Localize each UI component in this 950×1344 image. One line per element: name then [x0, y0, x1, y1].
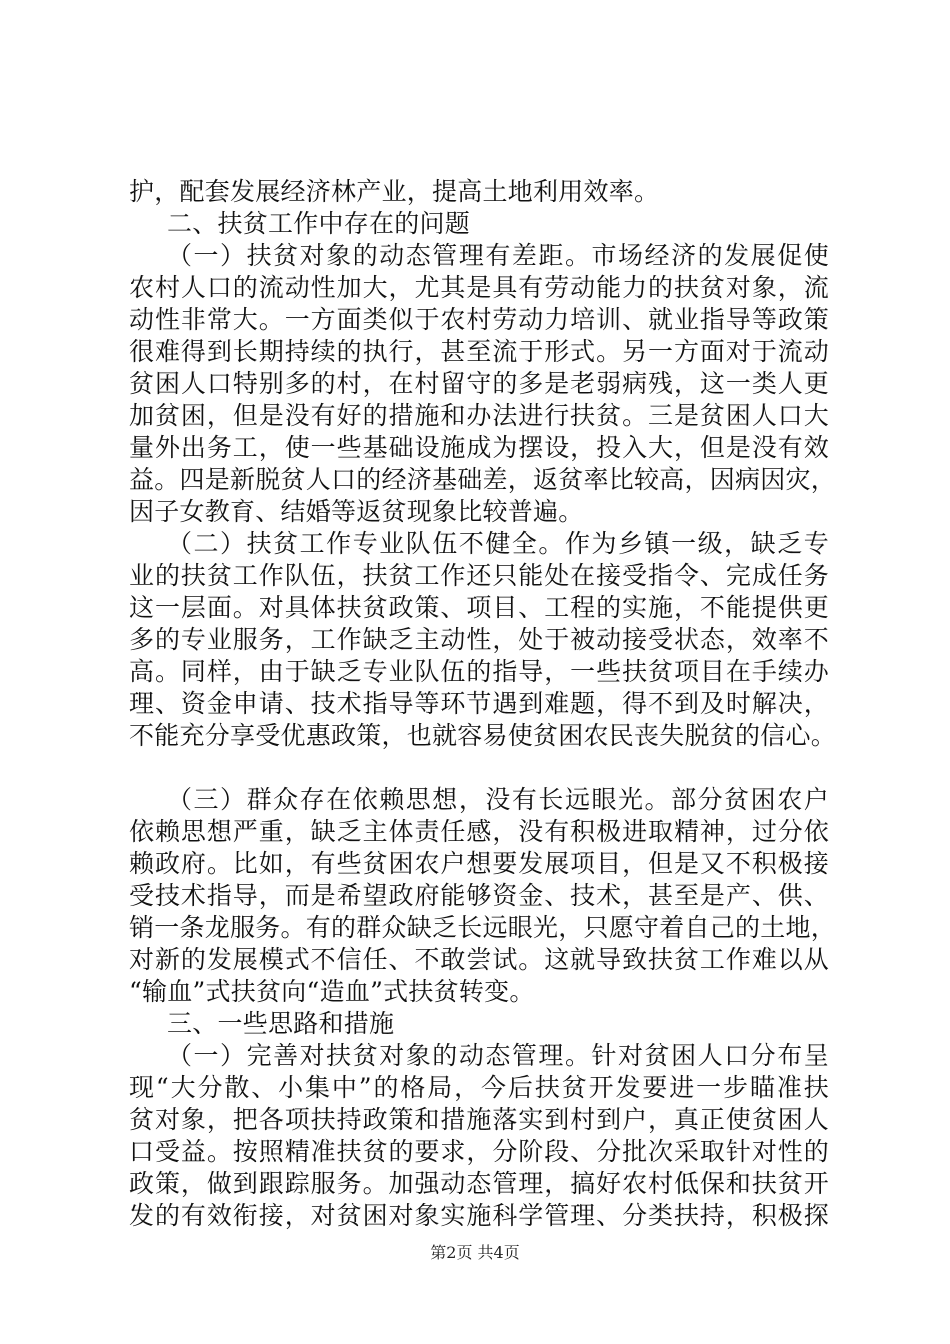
text-line: 发的有效衔接，对贫困对象实施科学管理、分类扶持，积极探	[129, 1201, 829, 1230]
text-line: 现“大分散、小集中”的格局，今后扶贫开发要进一步瞄准扶	[129, 1073, 829, 1102]
text-line: 赖政府。比如，有些贫困农户想要发展项目，但是又不积极接	[129, 849, 829, 878]
text-line: 这一层面。对具体扶贫政策、项目、工程的实施，不能提供更	[129, 593, 829, 622]
section-heading: 二、扶贫工作中存在的问题	[167, 209, 471, 238]
text-line: 不能充分享受优惠政策，也就容易使贫困农民丧失脱贫的信心。	[129, 721, 837, 750]
text-line: （一）扶贫对象的动态管理有差距。市场经济的发展促使	[167, 241, 829, 270]
text-line: 农村人口的流动性加大，尤其是具有劳动能力的扶贫对象，流	[129, 273, 829, 302]
page-number-footer: 第2页 共4页	[430, 1243, 520, 1262]
text-line: 口受益。按照精准扶贫的要求，分阶段、分批次采取针对性的	[129, 1137, 829, 1166]
text-line: 加贫困，但是没有好的措施和办法进行扶贫。三是贫困人口大	[129, 401, 829, 430]
text-line: 动性非常大。一方面类似于农村劳动力培训、就业指导等政策	[129, 305, 829, 334]
text-line: 益。四是新脱贫人口的经济基础差，返贫率比较高，因病因灾，	[129, 465, 837, 494]
text-line: 护，配套发展经济林产业，提高土地利用效率。	[129, 177, 660, 206]
text-line: 高。同样，由于缺乏专业队伍的指导，一些扶贫项目在手续办	[129, 657, 829, 686]
text-line: 对新的发展模式不信任、不敢尝试。这就导致扶贫工作难以从	[129, 945, 829, 974]
text-line: 贫对象，把各项扶持政策和措施落实到村到户，真正使贫困人	[129, 1105, 829, 1134]
text-line: 多的专业服务，工作缺乏主动性，处于被动接受状态，效率不	[129, 625, 829, 654]
text-line: 政策，做到跟踪服务。加强动态管理，搞好农村低保和扶贫开	[129, 1169, 829, 1198]
section-heading: 三、一些思路和措施	[167, 1009, 395, 1038]
text-line: 贫困人口特别多的村，在村留守的多是老弱病残，这一类人更	[129, 369, 829, 398]
text-line: 因子女教育、结婚等返贫现象比较普遍。	[129, 497, 584, 526]
text-line: 业的扶贫工作队伍，扶贫工作还只能处在接受指令、完成任务	[129, 561, 829, 590]
text-line: “输血”式扶贫向“造血”式扶贫转变。	[129, 977, 535, 1006]
text-line: 理、资金申请、技术指导等环节遇到难题，得不到及时解决，	[129, 689, 829, 718]
text-line: 量外出务工，使一些基础设施成为摆设，投入大，但是没有效	[129, 433, 829, 462]
text-line: （二）扶贫工作专业队伍不健全。作为乡镇一级，缺乏专	[167, 529, 829, 558]
text-line: 受技术指导，而是希望政府能够资金、技术，甚至是产、供、	[129, 881, 829, 910]
text-line: 依赖思想严重，缺乏主体责任感，没有积极进取精神，过分依	[129, 817, 829, 846]
text-line: （一）完善对扶贫对象的动态管理。针对贫困人口分布呈	[167, 1041, 829, 1070]
text-line: 很难得到长期持续的执行，甚至流于形式。另一方面对于流动	[129, 337, 829, 366]
text-line: 销一条龙服务。有的群众缺乏长远眼光，只愿守着自己的土地，	[129, 913, 837, 942]
text-line: （三）群众存在依赖思想，没有长远眼光。部分贫困农户	[167, 785, 829, 814]
